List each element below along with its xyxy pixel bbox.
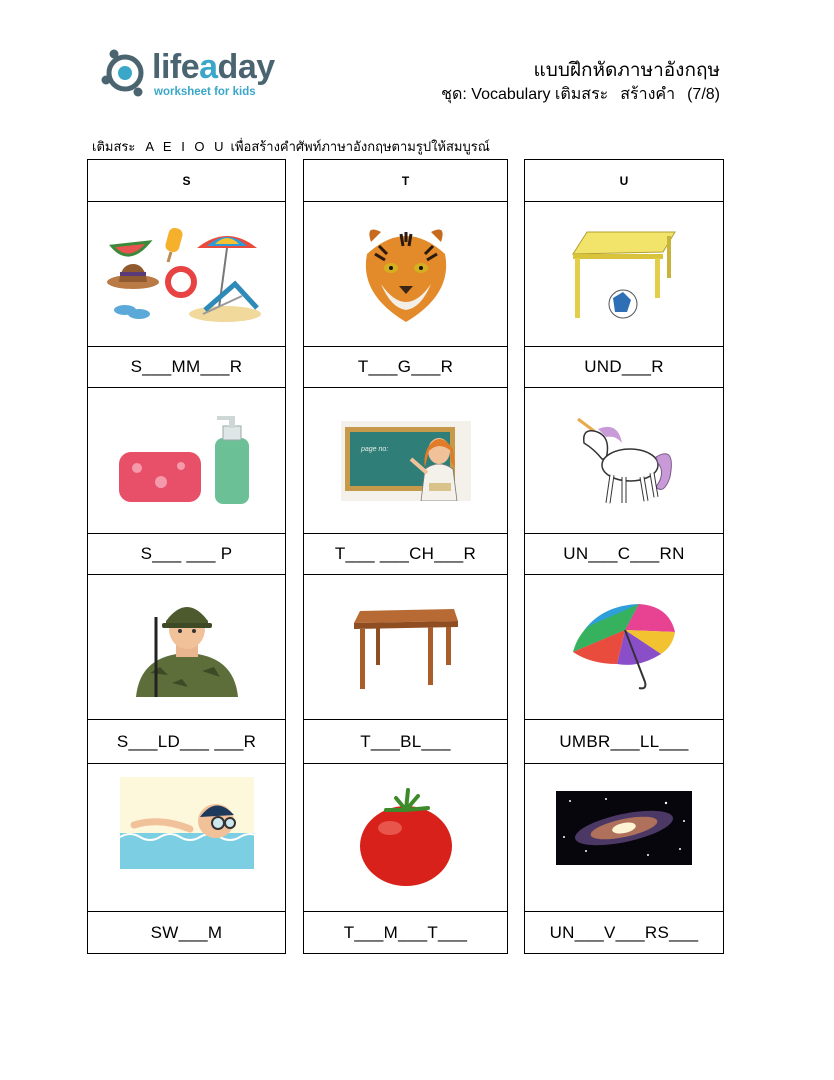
picture-unicorn — [524, 387, 724, 534]
logo-icon — [100, 46, 150, 98]
picture-universe — [524, 763, 724, 912]
picture-tomato — [303, 763, 508, 912]
chalkboard-text: page no: — [360, 445, 388, 453]
instruction-vowels: A E I O U — [145, 139, 227, 154]
word-table: T___BL___ — [303, 719, 508, 764]
picture-under — [524, 201, 724, 347]
instruction-rest: เพื่อสร้างคำศัพท์ภาษาอังกฤษตามรูปให้สมบูรณ์ — [230, 139, 490, 154]
picture-swimmer — [87, 763, 286, 912]
column-header: U — [524, 159, 724, 202]
word-soap: S___ ___ P — [87, 533, 286, 575]
word-universe: UN___V___RS___ — [524, 911, 724, 954]
picture-soap — [87, 387, 286, 534]
picture-table — [303, 574, 508, 720]
word-umbrella: UMBR___LL___ — [524, 719, 724, 764]
word-teacher: T___ ___CH___R — [303, 533, 508, 575]
logo-tagline: worksheet for kids — [154, 86, 256, 98]
worksheet-title: แบบฝึกหัดภาษาอังกฤษ — [533, 60, 720, 81]
word-tiger: T___G___R — [303, 346, 508, 388]
page-number: (7/8) — [687, 86, 720, 103]
instruction-lead: เติมสระ — [92, 139, 136, 154]
set-label: ชุด: Vocabulary เติมสระ — [441, 86, 609, 103]
column-header: S — [87, 159, 286, 202]
set-topic: สร้างคำ — [620, 86, 676, 103]
picture-summer — [87, 201, 286, 347]
picture-umbrella — [524, 574, 724, 720]
word-soldier: S___LD___ ___R — [87, 719, 286, 764]
logo — [100, 46, 290, 106]
word-tomato: T___M___T___ — [303, 911, 508, 954]
column-header: T — [303, 159, 508, 202]
picture-soldier — [87, 574, 286, 720]
picture-teacher — [303, 387, 508, 534]
worksheet-subtitle — [441, 82, 720, 107]
instruction — [92, 136, 490, 157]
word-summer: S___MM___R — [87, 346, 286, 388]
logo-name: lifeaday — [152, 48, 275, 86]
word-unicorn: UN___C___RN — [524, 533, 724, 575]
word-swim: SW___M — [87, 911, 286, 954]
picture-tiger — [303, 201, 508, 347]
word-under: UND___R — [524, 346, 724, 388]
